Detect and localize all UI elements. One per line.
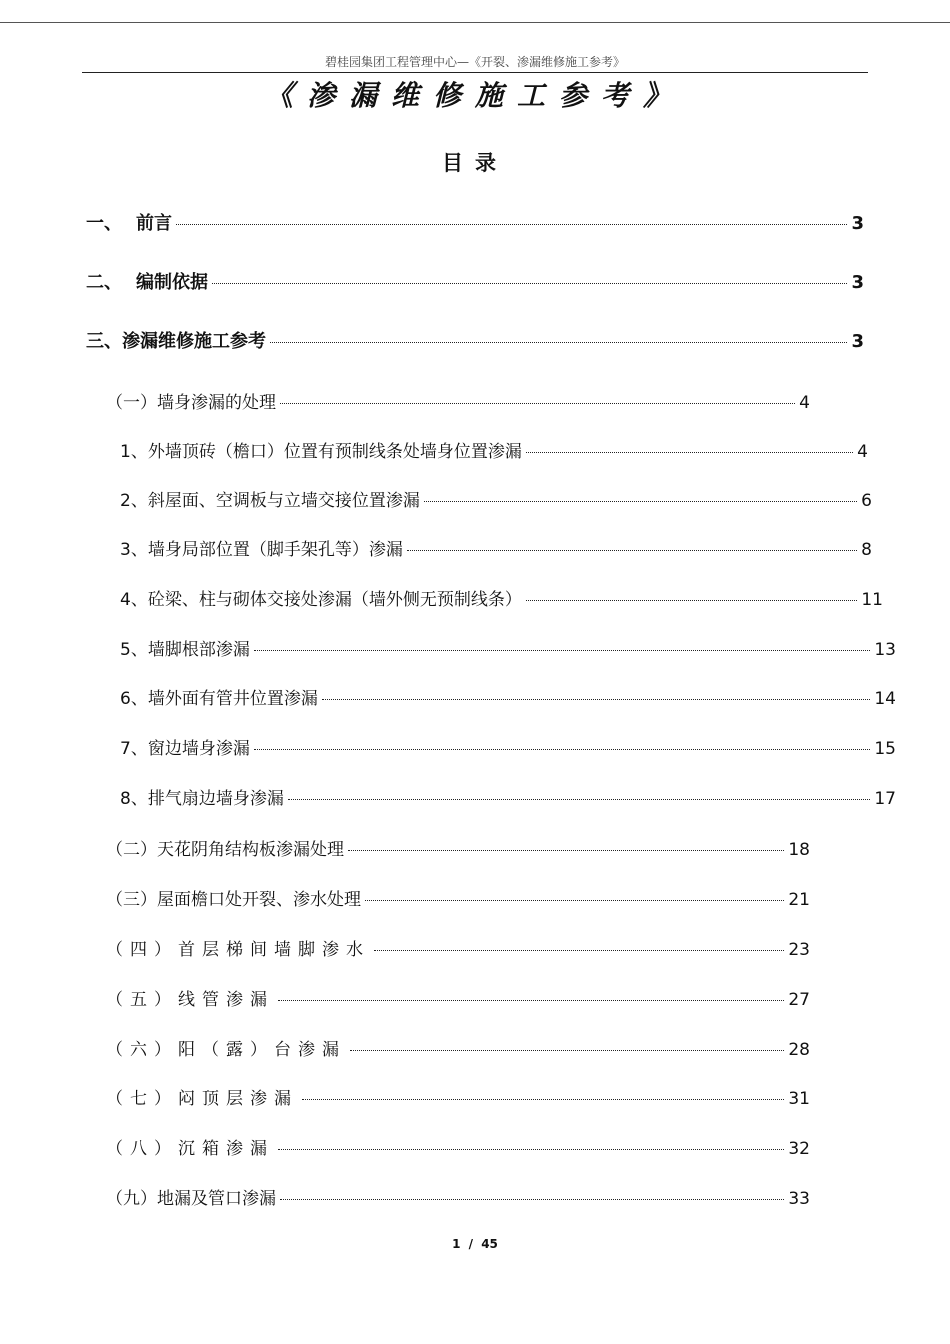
toc-entry-ceiling-corner[interactable] xyxy=(106,839,810,861)
header-rule xyxy=(82,72,868,73)
toc-entry-item-4[interactable] xyxy=(120,589,883,611)
toc-page-number: 32 xyxy=(788,1139,810,1159)
toc-page-number: 11 xyxy=(861,590,883,610)
toc-entry-label: 一、 前言 xyxy=(86,213,172,234)
toc-page-number: 31 xyxy=(788,1089,810,1109)
toc-entry-attic[interactable] xyxy=(106,1088,810,1110)
toc-entry-preface[interactable] xyxy=(86,213,864,235)
toc-page-number: 8 xyxy=(861,540,872,560)
toc-entry-basis[interactable] xyxy=(86,272,864,294)
toc-entry-conduit[interactable] xyxy=(106,989,810,1011)
toc-entry-repair-reference[interactable] xyxy=(86,331,864,353)
toc-page-number: 18 xyxy=(788,840,810,860)
toc-page-number: 33 xyxy=(788,1189,810,1209)
toc-leader-dots xyxy=(212,283,847,284)
toc-entry-sunken-slab[interactable] xyxy=(106,1138,810,1160)
toc-entry-label: 2、斜屋面、空调板与立墙交接位置渗漏 xyxy=(120,491,420,511)
toc-page-number: 15 xyxy=(874,739,896,759)
toc-entry-item-6[interactable] xyxy=(120,688,896,710)
toc-leader-dots xyxy=(288,799,871,800)
toc-leader-dots xyxy=(278,1149,784,1150)
toc-leader-dots xyxy=(270,342,847,343)
toc-leader-dots xyxy=(176,224,847,225)
toc-page-number: 4 xyxy=(799,393,810,413)
toc-page-number: 14 xyxy=(874,689,896,709)
document-title: 《渗漏维修施工参考》 xyxy=(264,79,685,112)
running-header: 碧桂园集团工程管理中心—《开裂、渗漏维修施工参考》 xyxy=(324,55,625,69)
toc-entry-label: （三）屋面檐口处开裂、渗水处理 xyxy=(106,890,361,910)
toc-page-number: 23 xyxy=(788,940,810,960)
toc-leader-dots xyxy=(254,650,871,651)
top-border-line xyxy=(0,22,950,23)
toc-entry-label: （九）地漏及管口渗漏 xyxy=(106,1189,276,1209)
toc-leader-dots xyxy=(280,1199,784,1200)
toc-leader-dots xyxy=(424,501,857,502)
toc-entry-label: 1、外墙顶砖（檐口）位置有预制线条处墙身位置渗漏 xyxy=(120,442,522,462)
toc-entry-roof-eaves[interactable] xyxy=(106,889,810,911)
current-page-number: 1 xyxy=(452,1237,461,1251)
toc-leader-dots xyxy=(374,950,784,951)
toc-entry-label: 6、墙外面有管井位置渗漏 xyxy=(120,689,318,709)
toc-entry-label: （五）线管渗漏 xyxy=(106,990,274,1010)
toc-page-number: 21 xyxy=(788,890,810,910)
toc-page-number: 3 xyxy=(851,213,864,234)
toc-leader-dots xyxy=(302,1099,784,1100)
toc-entry-label: （二）天花阴角结构板渗漏处理 xyxy=(106,840,344,860)
toc-page-number: 3 xyxy=(851,331,864,352)
toc-entry-label: 8、排气扇边墙身渗漏 xyxy=(120,789,284,809)
toc-page-number: 27 xyxy=(788,990,810,1010)
toc-leader-dots xyxy=(526,600,858,601)
toc-leader-dots xyxy=(350,1050,784,1051)
toc-entry-label: 3、墙身局部位置（脚手架孔等）渗漏 xyxy=(120,540,403,560)
toc-entry-label: （一）墙身渗漏的处理 xyxy=(106,393,276,413)
toc-leader-dots xyxy=(365,900,784,901)
toc-entry-item-3[interactable] xyxy=(120,539,872,561)
page-footer xyxy=(0,1236,950,1252)
toc-entry-label: （八）沉箱渗漏 xyxy=(106,1139,274,1159)
toc-entry-label: 三、渗漏维修施工参考 xyxy=(86,331,266,352)
toc-page-number: 17 xyxy=(874,789,896,809)
toc-page-number: 3 xyxy=(851,272,864,293)
toc-heading: 目录 xyxy=(442,151,508,175)
toc-entry-label: 4、砼梁、柱与砌体交接处渗漏（墙外侧无预制线条） xyxy=(120,590,522,610)
toc-leader-dots xyxy=(280,403,795,404)
toc-leader-dots xyxy=(348,850,784,851)
toc-entry-label: 5、墙脚根部渗漏 xyxy=(120,640,250,660)
toc-entry-label: （六）阳（露）台渗漏 xyxy=(106,1040,346,1060)
toc-entry-floor-drain[interactable] xyxy=(106,1188,810,1210)
toc-entry-label: 二、 编制依据 xyxy=(86,272,208,293)
toc-entry-stairwell-base[interactable] xyxy=(106,939,810,961)
toc-entry-item-7[interactable] xyxy=(120,738,896,760)
toc-leader-dots xyxy=(278,1000,784,1001)
toc-entry-wall-leakage[interactable] xyxy=(106,392,810,414)
toc-page-number: 6 xyxy=(861,491,872,511)
toc-page-number: 13 xyxy=(874,640,896,660)
toc-entry-item-1[interactable] xyxy=(120,441,868,463)
toc-leader-dots xyxy=(254,749,871,750)
toc-page-number: 28 xyxy=(788,1040,810,1060)
toc-page-number: 4 xyxy=(857,442,868,462)
toc-entry-item-8[interactable] xyxy=(120,788,896,810)
toc-entry-label: 7、窗边墙身渗漏 xyxy=(120,739,250,759)
toc-leader-dots xyxy=(526,452,853,453)
toc-leader-dots xyxy=(322,699,871,700)
toc-entry-label: （四）首层梯间墙脚渗水 xyxy=(106,940,370,960)
total-page-count: 45 xyxy=(481,1237,498,1251)
toc-entry-item-5[interactable] xyxy=(120,639,896,661)
page-separator: / xyxy=(468,1237,474,1251)
toc-entry-item-2[interactable] xyxy=(120,490,872,512)
toc-leader-dots xyxy=(407,550,857,551)
toc-entry-label: （七）闷顶层渗漏 xyxy=(106,1089,298,1109)
toc-entry-balcony[interactable] xyxy=(106,1039,810,1061)
